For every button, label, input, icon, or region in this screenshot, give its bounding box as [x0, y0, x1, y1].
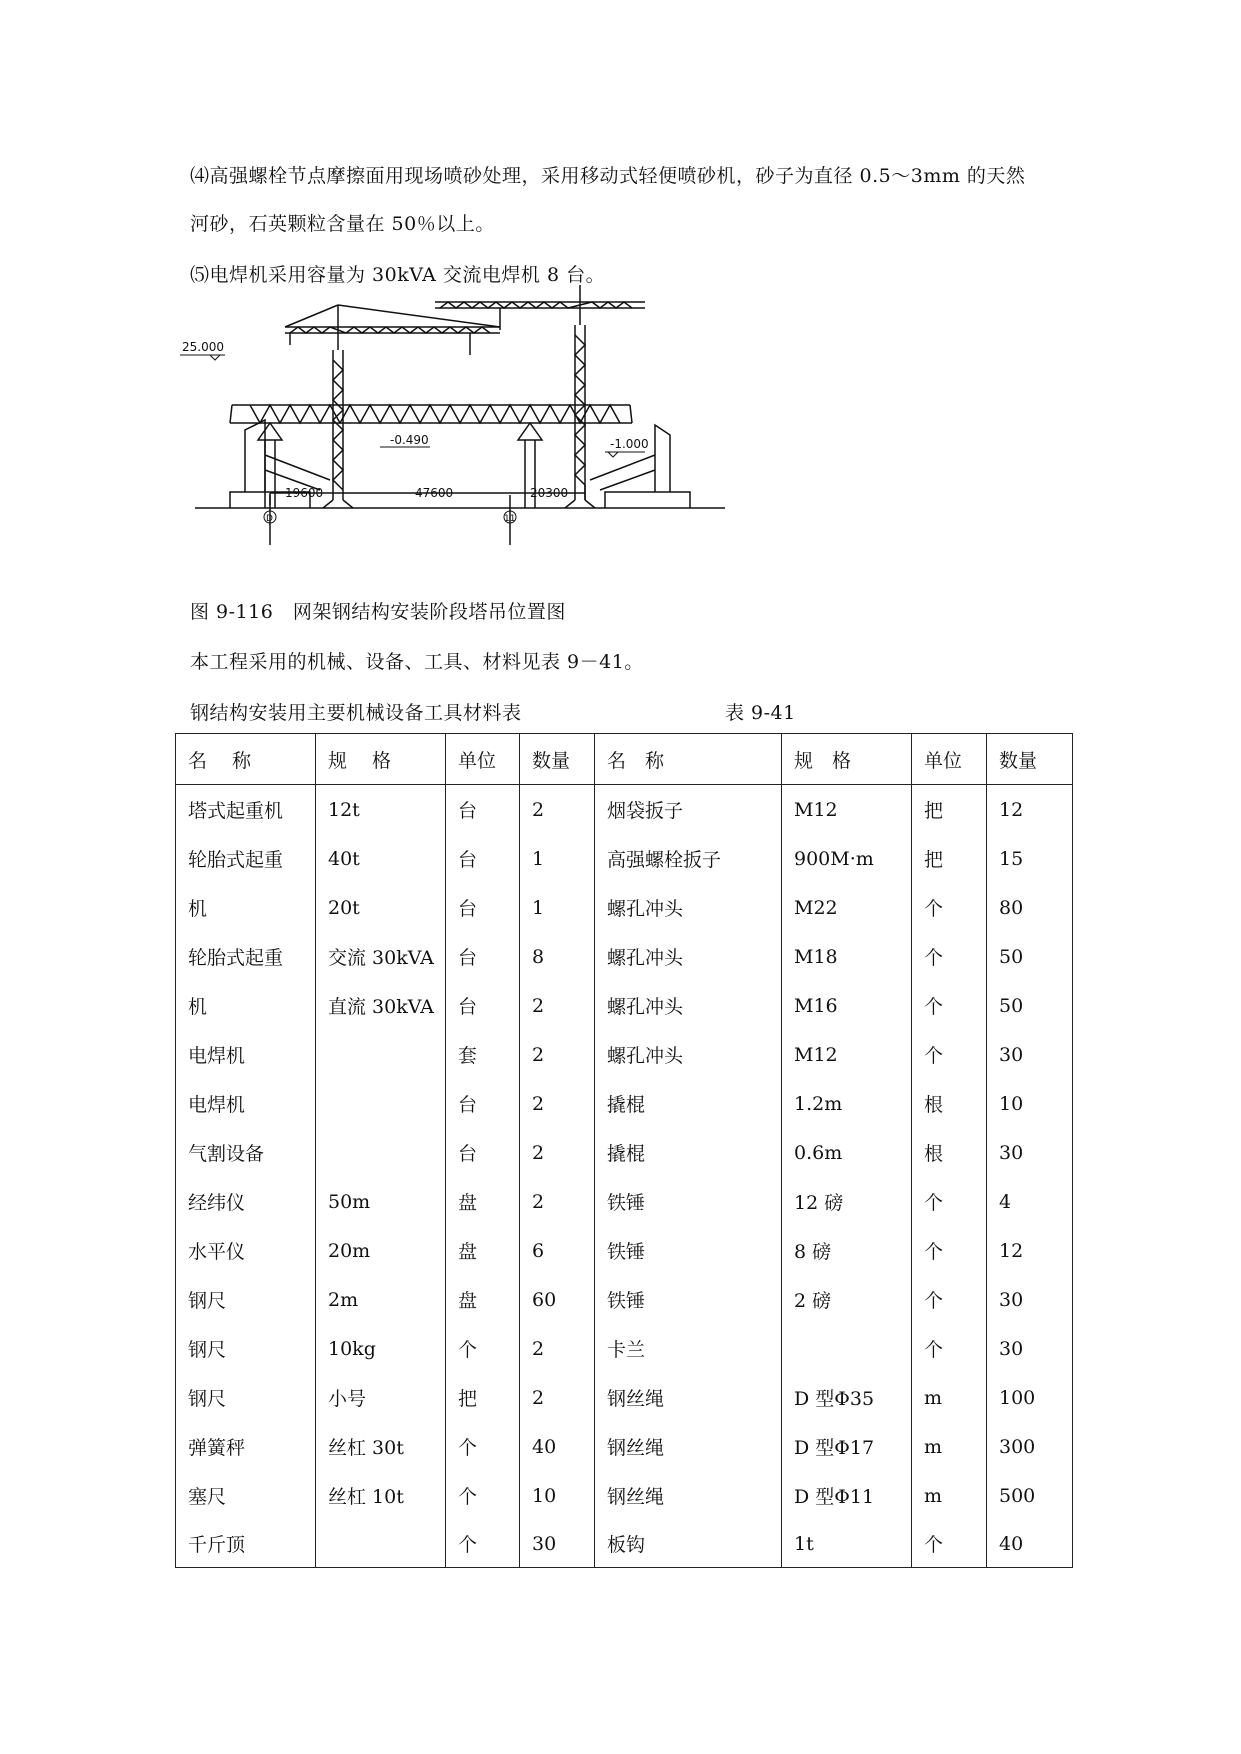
table-cell: 个	[912, 1520, 987, 1568]
table-cell: 台	[446, 1128, 520, 1177]
table-cell: 50m	[316, 1177, 446, 1226]
table-cell: 30	[987, 1128, 1073, 1177]
column-header: 规 格	[782, 734, 912, 785]
table-cell: 100	[987, 1373, 1073, 1422]
table-cell: 电焊机	[176, 1079, 316, 1128]
table-cell: 80	[987, 883, 1073, 932]
table-cell: 钢尺	[176, 1324, 316, 1373]
table-number: 表 9-41	[725, 702, 796, 724]
table-row	[176, 1030, 1073, 1079]
table-cell: 把	[446, 1373, 520, 1422]
table-row	[176, 932, 1073, 981]
paragraph-4: ⑷高强螺栓节点摩擦面用现场喷砂处理，采用移动式轻便喷砂机，砂子为直径 0.5～3mm 的天然	[190, 165, 1026, 187]
table-cell: 气割设备	[176, 1128, 316, 1177]
table-cell: 20t	[316, 883, 446, 932]
table-cell: 小号	[316, 1373, 446, 1422]
elevation-mid-label: -0.490	[390, 433, 429, 447]
table-cell: 2	[520, 981, 595, 1030]
table-cell: 个	[446, 1520, 520, 1568]
table-cell	[316, 1520, 446, 1568]
table-cell: 30	[520, 1520, 595, 1568]
table-cell: 机	[176, 981, 316, 1030]
table-cell: 高强螺栓扳子	[595, 834, 782, 883]
table-cell: 12	[987, 1226, 1073, 1275]
table-cell: 10	[520, 1471, 595, 1520]
table-cell: 12	[987, 785, 1073, 835]
table-cell: 40	[987, 1520, 1073, 1568]
table-cell: m	[912, 1422, 987, 1471]
table-cell: M22	[782, 883, 912, 932]
table-cell: 盘	[446, 1275, 520, 1324]
table-cell: 个	[912, 932, 987, 981]
table-cell: 直流 30kVA	[316, 981, 446, 1030]
table-cell: 台	[446, 785, 520, 835]
table-cell: D 型Φ17	[782, 1422, 912, 1471]
table-row	[176, 883, 1073, 932]
table-cell: 1.2m	[782, 1079, 912, 1128]
table-cell: 1	[520, 883, 595, 932]
table-cell: 盘	[446, 1226, 520, 1275]
table-cell: 盘	[446, 1177, 520, 1226]
table-cell: 50	[987, 932, 1073, 981]
equipment-table	[175, 733, 1073, 1568]
table-cell: 40	[520, 1422, 595, 1471]
dimension-47600: 47600	[415, 486, 454, 500]
table-cell: 个	[446, 1471, 520, 1520]
table-cell: 把	[912, 785, 987, 835]
dimension-20300: 20300	[530, 486, 569, 500]
table-cell: 塞尺	[176, 1471, 316, 1520]
table-row	[176, 981, 1073, 1030]
table-row	[176, 1373, 1073, 1422]
table-cell: 交流 30kVA	[316, 932, 446, 981]
table-cell: 2	[520, 1128, 595, 1177]
table-cell: 个	[912, 1226, 987, 1275]
paragraph-4-cont: 河砂，石英颗粒含量在 50％以上。	[190, 213, 495, 235]
table-cell: D 型Φ11	[782, 1471, 912, 1520]
table-cell	[782, 1324, 912, 1373]
table-row	[176, 1177, 1073, 1226]
table-cell: 50	[987, 981, 1073, 1030]
table-cell: m	[912, 1373, 987, 1422]
table-cell: 台	[446, 834, 520, 883]
table-row	[176, 1471, 1073, 1520]
table-cell: m	[912, 1471, 987, 1520]
table-cell: 板钩	[595, 1520, 782, 1568]
column-header: 单位	[446, 734, 520, 785]
column-header: 规 格	[316, 734, 446, 785]
table-cell: 钢丝绳	[595, 1373, 782, 1422]
table-cell: D 型Φ35	[782, 1373, 912, 1422]
table-cell: 铁锤	[595, 1177, 782, 1226]
table-cell: 30	[987, 1324, 1073, 1373]
table-cell: 30	[987, 1275, 1073, 1324]
table-cell: 个	[446, 1324, 520, 1373]
table-row	[176, 785, 1073, 835]
table-cell: 铁锤	[595, 1275, 782, 1324]
table-cell: M18	[782, 932, 912, 981]
table-cell: M16	[782, 981, 912, 1030]
table-cell: 300	[987, 1422, 1073, 1471]
table-cell	[316, 1079, 446, 1128]
table-cell: 钢尺	[176, 1373, 316, 1422]
table-cell: 台	[446, 932, 520, 981]
table-cell: 个	[912, 1324, 987, 1373]
table-cell: 台	[446, 883, 520, 932]
table-cell: 1	[520, 834, 595, 883]
table-cell: 8	[520, 932, 595, 981]
table-cell: M12	[782, 785, 912, 835]
table-cell: 螺孔冲头	[595, 981, 782, 1030]
table-row	[176, 834, 1073, 883]
table-cell: 丝杠 30t	[316, 1422, 446, 1471]
table-cell: 烟袋扳子	[595, 785, 782, 835]
table-cell: 经纬仪	[176, 1177, 316, 1226]
table-row	[176, 1079, 1073, 1128]
table-cell: 30	[987, 1030, 1073, 1079]
table-cell: 10kg	[316, 1324, 446, 1373]
table-cell: 机	[176, 883, 316, 932]
table-cell: 根	[912, 1128, 987, 1177]
table-cell: M12	[782, 1030, 912, 1079]
table-header-row	[176, 734, 1073, 785]
table-cell: 900M·m	[782, 834, 912, 883]
table-cell: 螺孔冲头	[595, 1030, 782, 1079]
table-cell: 个	[912, 1177, 987, 1226]
table-cell: 台	[446, 981, 520, 1030]
table-cell: 螺孔冲头	[595, 883, 782, 932]
table-cell: 个	[912, 883, 987, 932]
table-cell: 2	[520, 1324, 595, 1373]
table-cell: 15	[987, 834, 1073, 883]
paragraph-5: ⑸电焊机采用容量为 30kVA 交流电焊机 8 台。	[190, 264, 606, 286]
table-cell: 丝杠 10t	[316, 1471, 446, 1520]
table-cell: 螺孔冲头	[595, 932, 782, 981]
intro-text: 本工程采用的机械、设备、工具、材料见表 9－41。	[190, 651, 644, 673]
table-cell: 卡兰	[595, 1324, 782, 1373]
table-cell: 把	[912, 834, 987, 883]
axis-label-11: 11	[504, 514, 516, 524]
column-header: 名 称	[176, 734, 316, 785]
table-cell: 个	[912, 1030, 987, 1079]
table-cell	[316, 1030, 446, 1079]
table-cell: 钢丝绳	[595, 1471, 782, 1520]
dimension-19600: 19600	[285, 486, 324, 500]
table-row	[176, 1520, 1073, 1568]
table-cell: 2	[520, 785, 595, 835]
table-row	[176, 1275, 1073, 1324]
table-row	[176, 1324, 1073, 1373]
table-cell: 铁锤	[595, 1226, 782, 1275]
table-cell: 套	[446, 1030, 520, 1079]
table-cell: 60	[520, 1275, 595, 1324]
table-cell: 轮胎式起重	[176, 834, 316, 883]
table-cell: 40t	[316, 834, 446, 883]
table-cell: 个	[912, 1275, 987, 1324]
column-header: 数量	[520, 734, 595, 785]
table-cell: 根	[912, 1079, 987, 1128]
table-cell	[316, 1128, 446, 1177]
table-cell: 8 磅	[782, 1226, 912, 1275]
figure-caption: 图 9-116 网架钢结构安装阶段塔吊位置图	[190, 601, 566, 623]
table-cell: 6	[520, 1226, 595, 1275]
table-cell: 水平仪	[176, 1226, 316, 1275]
elevation-right-label: -1.000	[610, 437, 649, 451]
table-cell: 撬棍	[595, 1128, 782, 1177]
table-cell: 0.6m	[782, 1128, 912, 1177]
table-cell: 2	[520, 1079, 595, 1128]
table-cell: 12 磅	[782, 1177, 912, 1226]
table-cell: 钢尺	[176, 1275, 316, 1324]
column-header: 名 称	[595, 734, 782, 785]
table-cell: 塔式起重机	[176, 785, 316, 835]
table-cell: 2m	[316, 1275, 446, 1324]
table-cell: 弹簧秤	[176, 1422, 316, 1471]
table-cell: 撬棍	[595, 1079, 782, 1128]
column-header: 单位	[912, 734, 987, 785]
elevation-top-label: 25.000	[182, 340, 224, 354]
tower-crane-position-drawing	[182, 305, 750, 583]
table-cell: 钢丝绳	[595, 1422, 782, 1471]
table-cell: 2	[520, 1030, 595, 1079]
table-cell: 2 磅	[782, 1275, 912, 1324]
table-cell: 2	[520, 1373, 595, 1422]
table-row	[176, 1226, 1073, 1275]
axis-label-d: D	[266, 514, 273, 524]
table-cell: 12t	[316, 785, 446, 835]
table-cell: 电焊机	[176, 1030, 316, 1079]
table-cell: 2	[520, 1177, 595, 1226]
table-cell: 千斤顶	[176, 1520, 316, 1568]
table-cell: 个	[446, 1422, 520, 1471]
table-row	[176, 1422, 1073, 1471]
table-cell: 台	[446, 1079, 520, 1128]
table-cell: 4	[987, 1177, 1073, 1226]
column-header: 数量	[987, 734, 1073, 785]
table-cell: 轮胎式起重	[176, 932, 316, 981]
table-cell: 个	[912, 981, 987, 1030]
table-cell: 10	[987, 1079, 1073, 1128]
table-cell: 20m	[316, 1226, 446, 1275]
table-cell: 1t	[782, 1520, 912, 1568]
table-title: 钢结构安装用主要机械设备工具材料表	[190, 702, 522, 724]
table-row	[176, 1128, 1073, 1177]
table-cell: 500	[987, 1471, 1073, 1520]
